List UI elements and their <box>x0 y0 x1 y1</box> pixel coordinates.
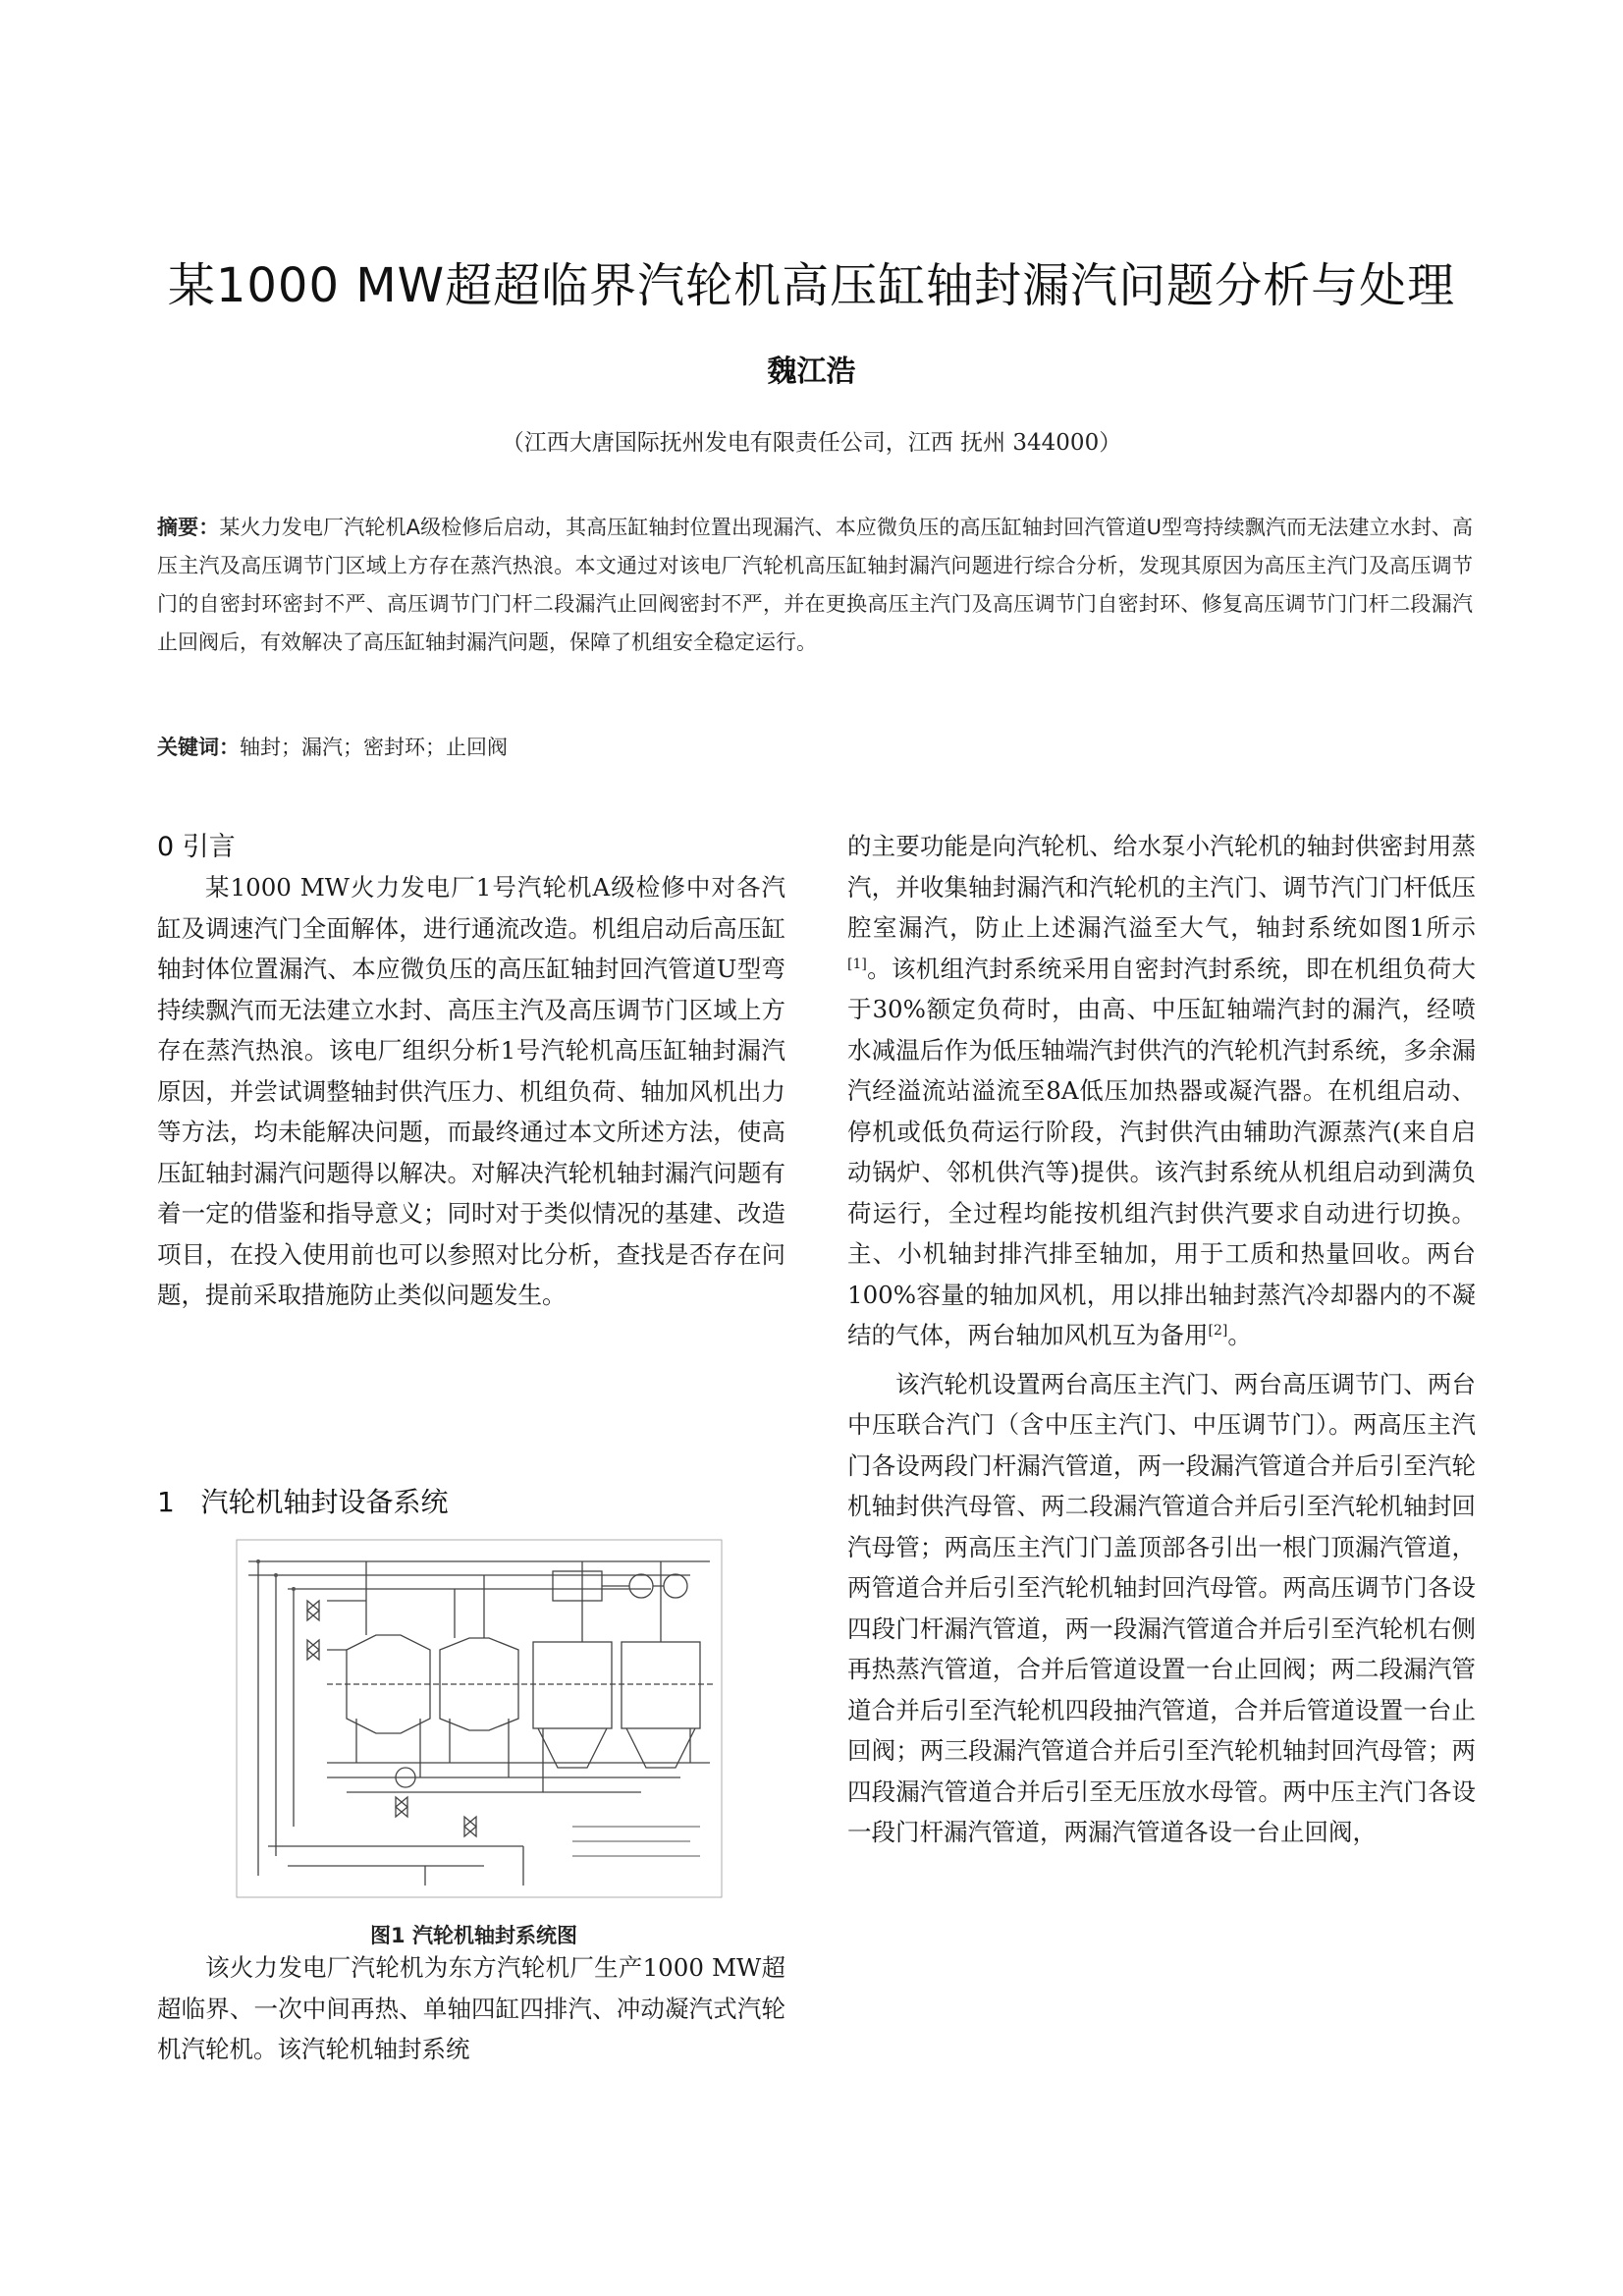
section-0-heading: 0 引言 <box>157 832 236 862</box>
left-column-section1 <box>157 1947 785 2070</box>
section1-paragraph-1-cont <box>847 826 1476 1356</box>
section1-paragraph-1: 该火力发电厂汽轮机为东方汽轮机厂生产1000 MW超超临界、一次中间再热、单轴四缸四排汽、冲动凝汽式汽轮机汽轮机。该汽轮机轴封系统 <box>157 1953 785 2063</box>
abstract-label: 摘要： <box>157 516 220 539</box>
para-text-b: 。该机组汽封系统采用自密封汽封系统，即在机组负荷大于30%额定负荷时，由高、中压缸轴端汽封的漏汽，经喷水减温后作为低压轴端汽封供汽的汽轮机汽封系统，多余漏汽经溢流站溢流至8A低压加热器或凝汽器。在机组启动、停机或低负荷运行阶段，汽封供汽由辅助汽源蒸汽(来自启动锅炉、邻机供汽等)提供。该汽封系统从机组启动到满负荷运行，全过程均能按机组汽封供汽要求自动进行切换。主、小机轴封排汽排至轴加，用于工质和热量回收。两台100%容量的轴加风机，用以排出轴封蒸汽冷却器内的不凝结的气体，两台轴加风机互为备用 <box>847 954 1476 1349</box>
abstract-text: 某火力发电厂汽轮机A级检修后启动，其高压缸轴封位置出现漏汽、本应微负压的高压缸轴封回汽管道U型弯持续飘汽而无法建立水封、高压主汽及高压调节门区域上方存在蒸汽热浪。本文通过对该电厂汽轮机高压缸轴封漏汽问题进行综合分析，发现其原因为高压主汽门及高压调节门的自密封环密封不严、高压调节门门杆二段漏汽止回阀密封不严，并在更换高压主汽门及高压调节门自密封环、修复高压调节门门杆二段漏汽止回阀后，有效解决了高压缸轴封漏汽问题，保障了机组安全稳定运行。 <box>157 516 1474 654</box>
figure-1-caption: 图1 汽轮机轴封系统图 <box>370 1924 577 1947</box>
section1-paragraph-2: 该汽轮机设置两台高压主汽门、两台高压调节门、两台中压联合汽门（含中压主汽门、中压调节门）。两高压主汽门各设两段门杆漏汽管道，两一段漏汽管道合并后引至汽轮机轴封供汽母管、两二段漏汽管道合并后引至汽轮机轴封回汽母管；两高压主汽门门盖顶部各引出一根门顶漏汽管道，两管道合并后引至汽轮机轴封回汽母管。两高压调节门各设四段门杆漏汽管道，两一段漏汽管道合并后引至汽轮机右侧再热蒸汽管道，合并后管道设置一台止回阀；两二段漏汽管道合并后引至汽轮机四段抽汽管道，合并后管道设置一台止回阀；两三段漏汽管道合并后引至汽轮机轴封回汽母管；两四段漏汽管道合并后引至无压放水母管。两中压主汽门各设一段门杆漏汽管道，两漏汽管道各设一台止回阀， <box>847 1369 1476 1846</box>
condensers <box>538 1728 695 1768</box>
exhaust-fan-2 <box>664 1574 687 1598</box>
junction-3 <box>292 1587 296 1591</box>
valve-4 <box>464 1817 476 1836</box>
legend-lines <box>572 1827 700 1856</box>
junction-2 <box>274 1573 278 1577</box>
header-pipes <box>248 1561 710 1589</box>
author-name: 魏江浩 <box>767 355 856 389</box>
abstract <box>157 509 1473 662</box>
right-column <box>847 826 1476 1853</box>
supply-drops <box>455 1561 661 1642</box>
reference-2[interactable]: [2] <box>1208 1322 1228 1339</box>
diagram-frame <box>237 1540 722 1897</box>
keywords-label: 关键词： <box>157 736 240 759</box>
valve-3 <box>396 1797 407 1817</box>
para-text-c: 。 <box>1227 1321 1252 1349</box>
paper-title: 某1000 MW超超临界汽轮机高压缸轴封漏汽问题分析与处理 <box>167 258 1456 313</box>
keywords-text: 轴封；漏汽；密封环；止回阀 <box>240 736 508 759</box>
reference-1[interactable]: [1] <box>847 956 867 972</box>
drain-lines <box>268 1846 523 1886</box>
intro-paragraph: 某1000 MW火力发电厂1号汽轮机A级检修中对各汽缸及调速汽门全面解体，进行通流改造。机组启动后高压缸轴封体位置漏汽、本应微负压的高压缸轴封回汽管道U型弯持续飘汽而无法建立水封、高压主汽及高压调节门区域上方存在蒸汽热浪。该电厂组织分析1号汽轮机高压缸轴封漏汽原因，并尝试调整轴封供汽压力、机组负荷、轴加风机出力等方法，均未能解决问题，而最终通过本文所述方法，使高压缸轴封漏汽问题得以解决。对解决汽轮机轴封漏汽问题有着一定的借鉴和指导意义；同时对于类似情况的基建、改造项目，在投入使用前也可以参照对比分析，查找是否存在问题，提前采取措施防止类似问题发生。 <box>157 873 785 1309</box>
lp-cylinder-a <box>533 1642 612 1728</box>
author-affiliation: （江西大唐国际抚州发电有限责任公司，江西 抚州 344000） <box>501 430 1122 456</box>
para-text-a: 的主要功能是向汽轮机、给水泵小汽轮机的轴封供密封用蒸汽，并收集轴封漏汽和汽轮机的主汽门、调节汽门门杆低压腔室漏汽，防止上述漏汽溢至大气，轴封系统如图1所示 <box>847 832 1476 942</box>
keywords <box>157 729 1473 767</box>
lp-cylinder-b <box>622 1642 700 1728</box>
diagram-svg <box>229 1532 730 1905</box>
junction-1 <box>256 1559 260 1563</box>
shaft-seal-system-diagram <box>229 1532 730 1905</box>
valve-1 <box>307 1601 319 1620</box>
exhaust-fan-1 <box>629 1574 653 1598</box>
left-risers <box>258 1561 294 1876</box>
section-1-heading: 1 汽轮机轴封设备系统 <box>157 1486 449 1518</box>
valve-2 <box>307 1640 319 1660</box>
left-column-intro <box>157 867 785 1316</box>
